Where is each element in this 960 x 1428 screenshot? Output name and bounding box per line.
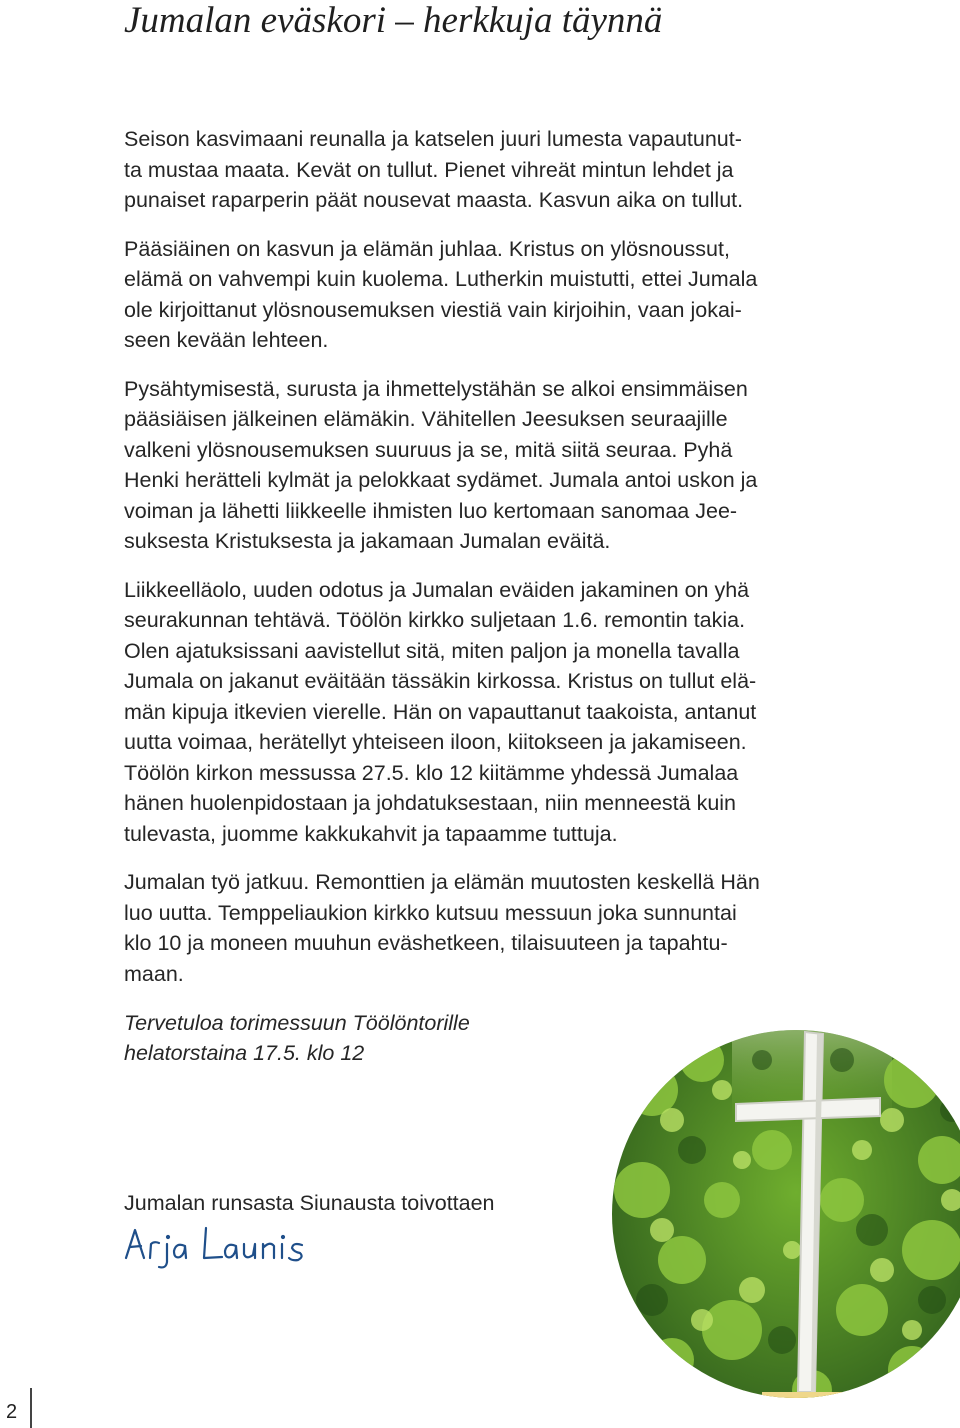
paragraph-4 (124, 575, 854, 850)
paragraph-3 (124, 374, 854, 557)
invitation-line: helatorstaina 17.5. klo 12 (124, 1041, 365, 1065)
text-line: Olen ajatuksissani aavistellut sitä, miten paljon ja monella tavalla (124, 638, 740, 663)
text-line: ta mustaa maata. Kevät on tullut. Pienet vihreät mintun lehdet ja (124, 157, 734, 182)
text-line: seurakunnan tehtävä. Töölön kirkko suljetaan 1.6. remontin takia. (124, 608, 746, 632)
text-line: Liikkeelläolo, uuden odotus ja Jumalan eväiden jakaminen on yhä (124, 577, 750, 602)
text-line: hänen huolenpidostaan ja johdatuksestaan, niin menneestä kuin (124, 791, 737, 815)
page-number: 2 (6, 1401, 18, 1423)
text-line: tulevasta, juomme kakkukahvit ja tapaamme tuttuja. (124, 821, 618, 846)
invitation-line: Tervetuloa torimessuun Töölöntorille (124, 1011, 470, 1035)
paragraph-1 (124, 124, 854, 216)
text-line: Jumala on jakanut eväitään tässäkin kirkossa. Kristus on tullut elä- (124, 669, 757, 693)
handwritten-signature (122, 1222, 342, 1272)
text-line: valkeni ylösnousemuksen suuruus ja se, mitä siitä seuraa. Pyhä (124, 437, 733, 462)
paragraph-2 (124, 234, 854, 356)
text-line: suksesta Kristuksesta ja jakamaan Jumalan eväitä. (124, 529, 611, 553)
article-title: Jumalan eväskori – herkkuja täynnä (124, 0, 663, 41)
text-line: klo 10 ja moneen muuhun eväshetkeen, tilaisuuteen ja tapahtu- (124, 931, 728, 955)
text-line: Töölön kirkon messussa 27.5. klo 12 kiitämme yhdessä Jumalaa (124, 760, 739, 785)
text-line: Jumalan työ jatkuu. Remonttien ja elämän muutosten keskellä Hän (124, 870, 760, 894)
cross-photo (612, 1000, 960, 1428)
text-line: Seison kasvimaani reunalla ja katselen juuri lumesta vapautunut- (124, 127, 742, 151)
text-line: Pysähtymisestä, surusta ja ihmettelystähän se alkoi ensimmäisen (124, 376, 748, 401)
text-line: ole kirjoittanut ylösnousemuksen viestiä vain kirjoihin, vaan jokai- (124, 297, 742, 322)
text-line: seen kevään lehteen. (124, 328, 329, 352)
text-line: voiman ja lähetti liikkeelle ihmisten luo kertomaan sanomaa Jee- (124, 498, 738, 523)
paragraph-5 (124, 867, 854, 989)
text-line: uutta voimaa, herätellyt yhteiseen iloon, kiitokseen ja jakamiseen. (124, 730, 747, 754)
text-line: maan. (124, 961, 184, 986)
text-line: Pääsiäinen on kasvun ja elämän juhlaa. Kristus on ylösnoussut, (124, 236, 730, 261)
text-line: Henki herätteli kylmät ja pelokkaat sydämet. Jumala antoi uskon ja (124, 468, 758, 492)
invitation-text (124, 1008, 470, 1068)
text-line: pääsiäisen jälkeinen elämäkin. Vähitellen Jeesuksen seuraajille (124, 407, 728, 431)
text-line: punaiset raparperin päät nousevat maasta. Kasvun aika on tullut. (124, 188, 744, 212)
closing-greeting: Jumalan runsasta Siunausta toivottaen (124, 1191, 495, 1215)
text-line: elämä on vahvempi kuin kuolema. Lutherkin muistutti, ettei Jumala (124, 267, 758, 291)
article-body (124, 124, 854, 1007)
text-line: män kipuja itkevien vierelle. Hän on vapauttanut taakoista, antanut (124, 699, 757, 724)
text-line: luo uutta. Temppeliaukion kirkko kutsuu messuun joka sunnuntai (124, 900, 737, 925)
